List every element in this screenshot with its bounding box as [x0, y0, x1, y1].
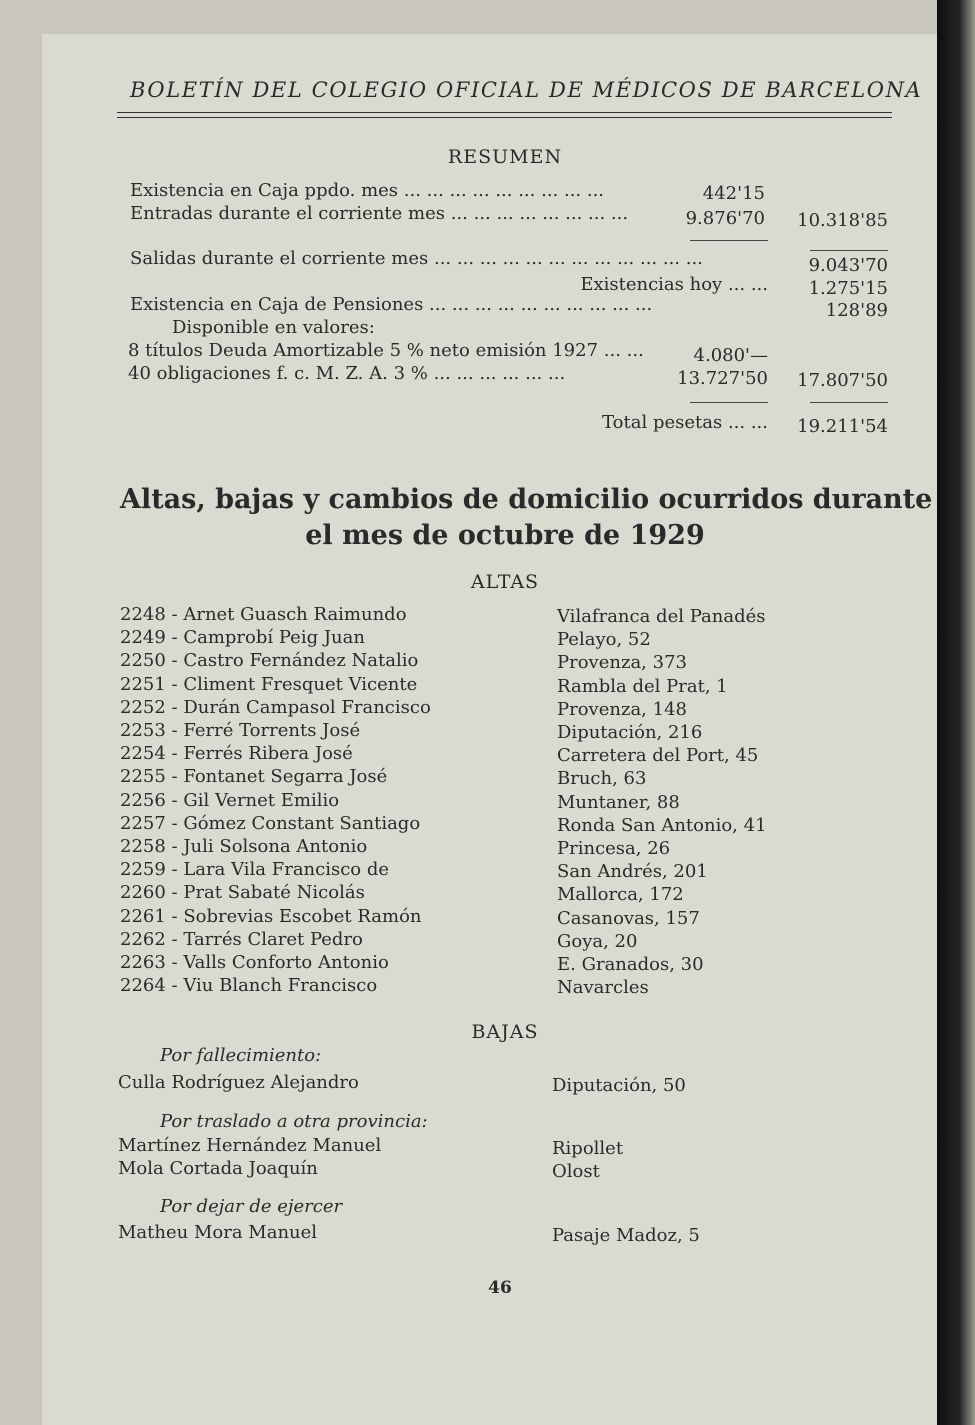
- entradas-label: Entradas durante el corriente mes ... ... ... ... ... ... ... ...: [130, 203, 629, 224]
- separator-line: [690, 240, 768, 241]
- existencias-hoy-value: 1.275'15: [808, 278, 888, 299]
- salidas-label: Salidas durante el corriente mes ... ... ... ... ... ... ... ... ... ... ... ...: [130, 248, 703, 269]
- obligaciones-value: 13.727'50: [677, 368, 768, 389]
- altas-row-address: Rambla del Prat, 1: [557, 676, 728, 697]
- altas-row-name: 2259 - Lara Vila Francisco de: [120, 859, 390, 880]
- altas-row-name: 2257 - Gómez Constant Santiago: [120, 813, 421, 834]
- separator-line: [690, 402, 768, 403]
- altas-row-name: 2260 - Prat Sabaté Nicolás: [120, 882, 365, 903]
- altas-row-address: Pelayo, 52: [557, 629, 651, 650]
- titulos-label: 8 títulos Deuda Amortizable 5 % neto emisión 1927 ... ...: [128, 340, 644, 361]
- altas-row-name: 2264 - Viu Blanch Francisco: [120, 975, 378, 996]
- list-item-name: Matheu Mora Manuel: [118, 1222, 318, 1243]
- altas-row-address: Vilafranca del Panadés: [557, 606, 766, 627]
- altas-row-address: Muntaner, 88: [557, 792, 680, 813]
- list-item-address: Diputación, 50: [552, 1075, 686, 1096]
- altas-row-address: Carretera del Port, 45: [557, 745, 759, 766]
- fallecimiento-label: Por fallecimiento:: [160, 1045, 322, 1066]
- obligaciones-label: 40 obligaciones f. c. M. Z. A. 3 % ... ... ... ... ... ...: [128, 363, 566, 384]
- journal-header: BOLETÍN DEL COLEGIO OFICIAL DE MÉDICOS DE BARCELONA: [130, 78, 923, 102]
- list-item-address: Ripollet: [552, 1138, 624, 1159]
- altas-row-name: 2261 - Sobrevias Escobet Ramón: [120, 906, 422, 927]
- altas-row-name: 2262 - Tarrés Claret Pedro: [120, 929, 363, 950]
- altas-row-name: 2252 - Durán Campasol Francisco: [120, 697, 431, 718]
- dejar-label: Por dejar de ejercer: [160, 1196, 343, 1217]
- altas-row-name: 2263 - Valls Conforto Antonio: [120, 952, 389, 973]
- separator-line: [810, 402, 888, 403]
- header-rule: [117, 112, 892, 113]
- altas-row-name: 2251 - Climent Fresquet Vicente: [120, 674, 418, 695]
- altas-row-address: Casanovas, 157: [557, 908, 700, 929]
- altas-row-address: E. Granados, 30: [557, 954, 704, 975]
- existencia-label: Existencia en Caja ppdo. mes ... ... ... ... ... ... ... ... ...: [130, 180, 605, 201]
- list-item-name: Mola Cortada Joaquín: [118, 1158, 318, 1179]
- section-title-line2: el mes de octubre de 1929: [305, 520, 705, 551]
- altas-row-name: 2255 - Fontanet Segarra José: [120, 766, 388, 787]
- altas-row-address: San Andrés, 201: [557, 861, 708, 882]
- altas-row-address: Ronda San Antonio, 41: [557, 815, 767, 836]
- altas-row-address: Diputación, 216: [557, 722, 703, 743]
- list-item-address: Olost: [552, 1161, 600, 1182]
- altas-row-name: 2253 - Ferré Torrents José: [120, 720, 361, 741]
- header-rule-2: [117, 117, 892, 118]
- subtotal-value: 10.318'85: [797, 210, 888, 231]
- list-item-address: Pasaje Madoz, 5: [552, 1225, 700, 1246]
- existencia-value: 442'15: [702, 183, 765, 204]
- bajas-heading: BAJAS: [471, 1021, 539, 1043]
- list-item-name: Martínez Hernández Manuel: [118, 1135, 382, 1156]
- total-value: 19.211'54: [797, 416, 888, 437]
- altas-row-address: Provenza, 373: [557, 652, 687, 673]
- traslado-label: Por traslado a otra provincia:: [160, 1111, 428, 1132]
- titulos-value: 4.080'—: [693, 345, 768, 366]
- altas-row-name: 2249 - Camprobí Peig Juan: [120, 627, 365, 648]
- altas-row-address: Bruch, 63: [557, 768, 647, 789]
- pensiones-label: Existencia en Caja de Pensiones ... ... ... ... ... ... ... ... ... ...: [130, 294, 653, 315]
- altas-row-name: 2248 - Arnet Guasch Raimundo: [120, 604, 407, 625]
- valores-total-value: 17.807'50: [797, 370, 888, 391]
- altas-row-address: Mallorca, 172: [557, 884, 684, 905]
- altas-row-name: 2250 - Castro Fernández Natalio: [120, 650, 419, 671]
- separator-line: [810, 250, 888, 251]
- altas-row-name: 2258 - Juli Solsona Antonio: [120, 836, 368, 857]
- altas-row-name: 2256 - Gil Vernet Emilio: [120, 790, 340, 811]
- altas-row-name: 2254 - Ferrés Ribera José: [120, 743, 353, 764]
- book-spine: [937, 0, 975, 1425]
- existencias-hoy-label: Existencias hoy ... ...: [580, 274, 768, 295]
- page-number: 46: [488, 1278, 512, 1298]
- salidas-value: 9.043'70: [808, 255, 888, 276]
- entradas-value: 9.876'70: [685, 208, 765, 229]
- disponible-label: Disponible en valores:: [172, 317, 375, 338]
- section-title-line1: Altas, bajas y cambios de domicilio ocurridos durante: [120, 484, 933, 515]
- altas-row-address: Provenza, 148: [557, 699, 687, 720]
- altas-row-address: Princesa, 26: [557, 838, 671, 859]
- list-item-name: Culla Rodríguez Alejandro: [118, 1072, 359, 1093]
- altas-heading: ALTAS: [470, 571, 540, 593]
- total-label: Total pesetas ... ...: [602, 412, 768, 433]
- pensiones-value: 128'89: [825, 300, 888, 321]
- altas-row-address: Navarcles: [557, 977, 649, 998]
- resumen-heading: RESUMEN: [447, 146, 563, 168]
- altas-row-address: Goya, 20: [557, 931, 638, 952]
